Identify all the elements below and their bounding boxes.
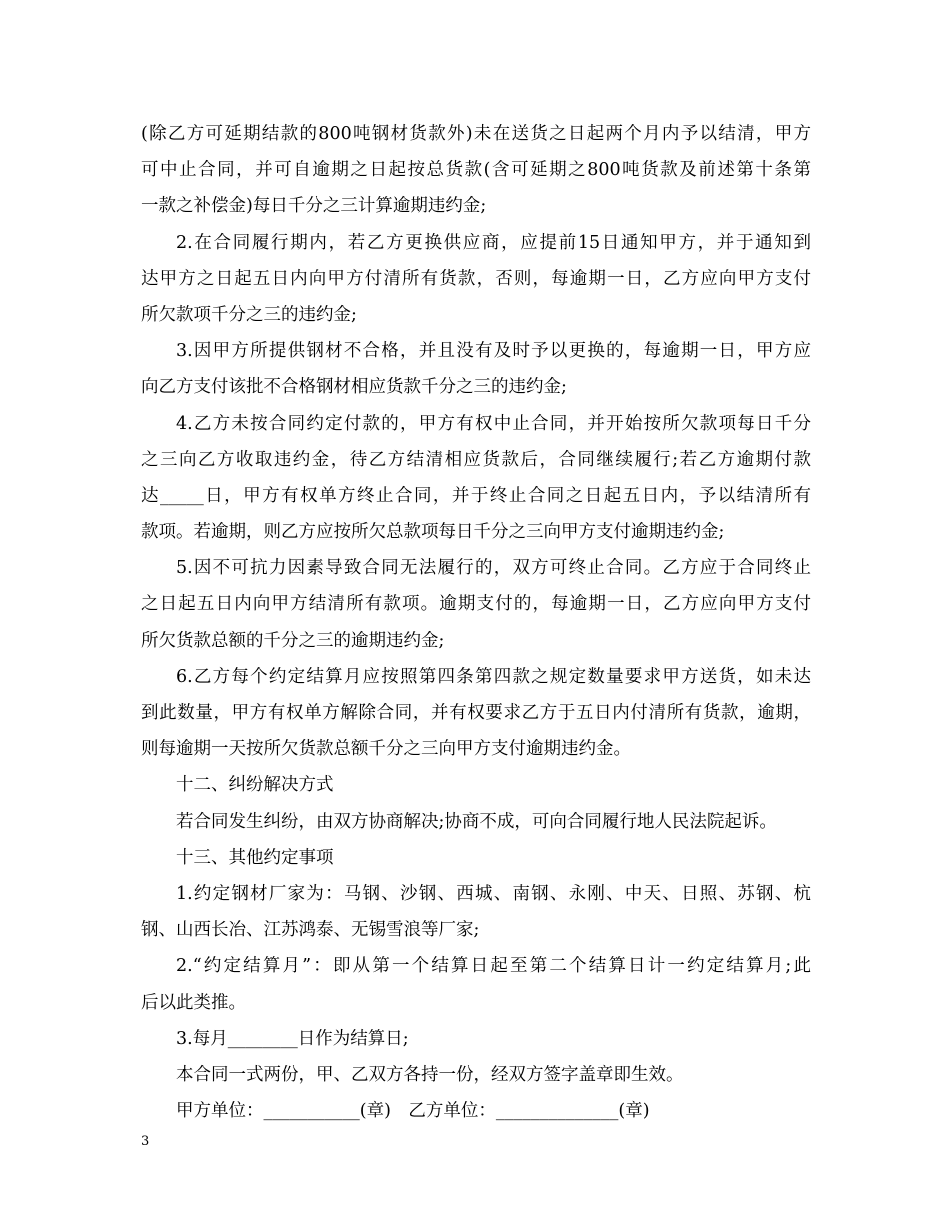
text-line: 十三、其他约定事项 [176, 847, 334, 868]
text-line: 钢、山西长冶、江苏鸿泰、无锡雪浪等厂家; [141, 920, 480, 941]
text-line: 则每逾期一天按所欠货款总额千分之三向甲方支付逾期违约金。 [141, 739, 631, 760]
text-line: 可中止合同，并可自逾期之日起按总货款(含可延期之800吨货款及前述第十条第 [141, 160, 811, 181]
text-line: 款项。若逾期，则乙方应按所欠总款项每日千分之三向甲方支付逾期违约金; [141, 522, 725, 543]
text-line: 6.乙方每个约定结算月应按照第四条第四款之规定数量要求甲方送货，如未达 [176, 666, 811, 687]
text-line: 达甲方之日起五日内向甲方付清所有货款，否则，每逾期一日，乙方应向甲方支付 [141, 268, 811, 289]
text-line: 到此数量，甲方有权单方解除合同，并有权要求乙方于五日内付清所有货款，逾期， [141, 703, 811, 723]
text-line: 2.在合同履行期内，若乙方更换供应商，应提前15日通知甲方，并于通知到 [176, 232, 811, 253]
text-line: 之三向乙方收取违约金，待乙方结清相应货款后，合同继续履行;若乙方逾期付款 [141, 449, 811, 470]
text-line: 一款之补偿金)每日千分之三计算逾期违约金; [141, 196, 487, 217]
text-line: 若合同发生纠纷，由双方协商解决;协商不成，可向合同履行地人民法院起诉。 [176, 811, 777, 832]
text-line: 达_____日，甲方有权单方终止合同，并于终止合同之日起五日内，予以结清所有 [141, 485, 811, 506]
text-line: (除乙方可延期结款的800吨钢材货款外)未在送货之日起两个月内予以结清，甲方 [141, 124, 811, 144]
text-line: 后以此类推。 [141, 992, 246, 1013]
document-body [141, 116, 811, 1129]
text-line: 5.因不可抗力因素导致合同无法履行的，双方可终止合同。乙方应于合同终止 [176, 558, 811, 579]
text-line: 4.乙方未按合同约定付款的，甲方有权中止合同，并开始按所欠款项每日千分 [176, 413, 811, 434]
text-line: 甲方单位：___________(章) 乙方单位：______________(章) [176, 1101, 650, 1122]
text-line: 向乙方支付该批不合格钢材相应货款千分之三的违约金; [141, 377, 567, 398]
text-line: 之日起五日内向甲方结清所有款项。逾期支付的，每逾期一日，乙方应向甲方支付 [141, 594, 811, 615]
page-number: 3 [141, 1134, 150, 1149]
text-line: 所欠款项千分之三的违约金; [141, 304, 357, 325]
text-line: 十二、纠纷解决方式 [176, 775, 334, 796]
text-line: 2.“约定结算月”：即从第一个结算日起至第二个结算日计一约定结算月;此 [176, 956, 811, 977]
text-line: 本合同一式两份，甲、乙双方各持一份，经双方签字盖章即生效。 [176, 1064, 684, 1085]
text-line: 3.每月________日作为结算日; [176, 1028, 409, 1049]
text-line: 所欠货款总额的千分之三的逾期违约金; [141, 630, 445, 651]
text-line: 1.约定钢材厂家为：马钢、沙钢、西城、南钢、永刚、中天、日照、苏钢、杭 [176, 883, 811, 904]
text-line: 3.因甲方所提供钢材不合格，并且没有及时予以更换的，每逾期一日，甲方应 [176, 341, 811, 362]
